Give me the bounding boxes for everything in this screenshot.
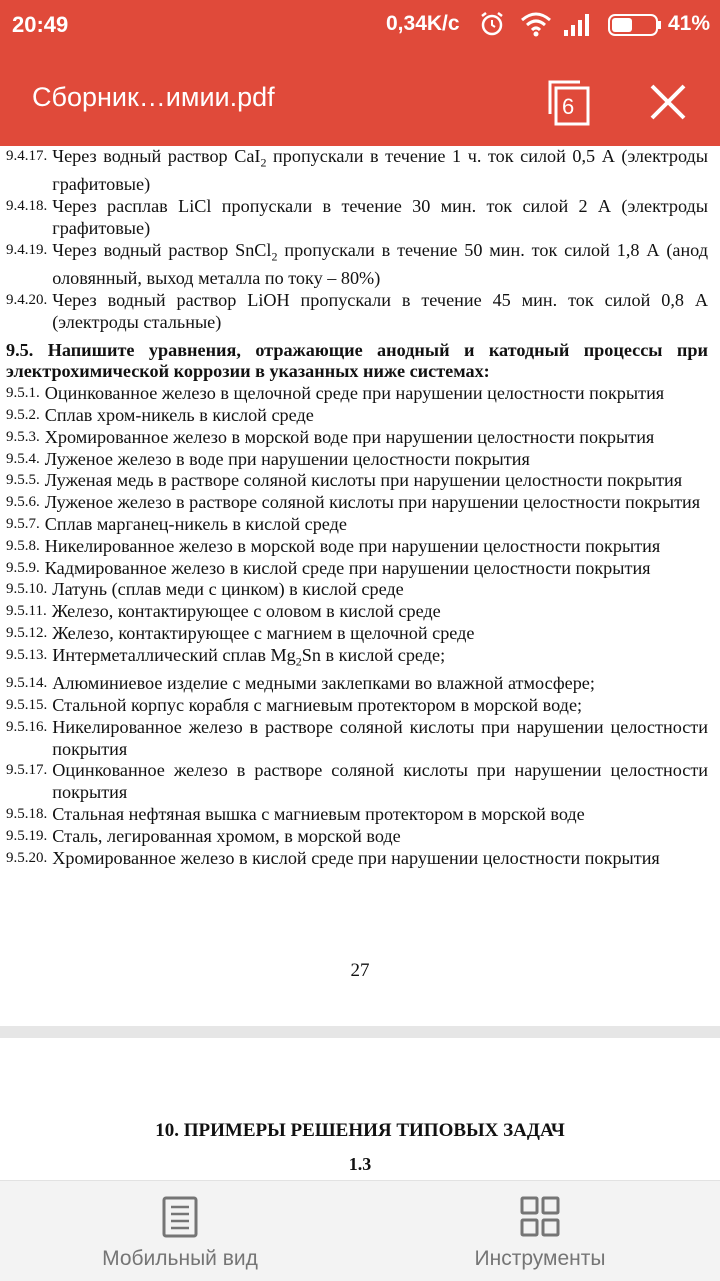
next-page-heading: 10. ПРИМЕРЫ РЕШЕНИЯ ТИПОВЫХ ЗАДАЧ xyxy=(155,1120,565,1141)
entry-text-main: Кадмированное железо в кислой среде при нарушении целостности покрытия xyxy=(44,557,651,578)
entry-text xyxy=(52,673,708,695)
entry-text xyxy=(52,645,708,673)
entry-number: 9.5.20. xyxy=(6,849,48,866)
page-number: 27 xyxy=(350,960,370,981)
document-entry xyxy=(6,601,708,623)
entry-text xyxy=(45,536,708,558)
entry-text-rest: пропускали в течение 50 мин. ток силой 1,8 А (анод оловянный, выход металла по току – 80%) xyxy=(52,239,709,289)
entry-text-main: Через расплав LiCl пропускали в течение 30 мин. ток силой 2 А (электроды графитовые) xyxy=(52,196,708,239)
entry-number: 9.4.19. xyxy=(6,241,48,258)
entry-subscript: 2 xyxy=(295,654,302,669)
battery-icon xyxy=(608,14,662,41)
app-toolbar xyxy=(0,50,720,146)
status-bar xyxy=(0,0,720,50)
entry-text-main: Хромированное железо в морской воде при нарушении целостности покрытия xyxy=(44,426,655,447)
entry-text-main: Луженое железо в воде при нарушении целостности покрытия xyxy=(44,448,530,469)
entry-text xyxy=(45,492,708,514)
entry-text xyxy=(45,470,708,492)
wifi-icon xyxy=(520,10,552,43)
status-time: 20:49 xyxy=(12,12,69,37)
entry-text xyxy=(52,601,708,623)
entry-text-main: Стальной корпус корабля с магниевым протектором в морской воде; xyxy=(52,695,583,716)
entry-text xyxy=(52,196,708,240)
document-entry xyxy=(6,623,708,645)
entry-text-main: Хромированное железо в кислой среде при нарушении целостности покрытия xyxy=(52,847,660,868)
entry-text xyxy=(52,804,708,826)
entry-number: 9.5.10. xyxy=(6,581,48,598)
document-entry xyxy=(6,673,708,695)
section-title: 9.5. Напишите уравнения, отражающие анодный и катодный процессы при электрохимической коррозии в указанных ниже системах: xyxy=(6,339,708,382)
document-entry xyxy=(6,695,708,717)
battery-percent: 41% xyxy=(668,12,711,35)
mobile-view-button[interactable] xyxy=(0,1181,360,1281)
entry-text xyxy=(52,290,708,334)
document-title: Сборник…имии.pdf xyxy=(32,82,275,112)
entry-number: 9.5.1. xyxy=(6,385,40,402)
entry-number: 9.4.20. xyxy=(6,292,48,309)
entry-number: 9.5.2. xyxy=(6,407,40,424)
mobile-view-icon xyxy=(160,1195,200,1239)
entry-number: 9.5.7. xyxy=(6,516,40,533)
document-entry xyxy=(6,427,708,449)
close-button[interactable] xyxy=(640,74,696,130)
alarm-icon xyxy=(478,10,506,43)
status-net-speed: 0,34K/c xyxy=(386,12,460,35)
entry-text xyxy=(45,427,708,449)
entry-text xyxy=(45,558,708,580)
entry-text xyxy=(52,695,708,717)
document-entry xyxy=(6,383,708,405)
document-entry xyxy=(6,240,708,290)
entry-text-main: Луженое железо в растворе соляной кислоты при нарушении целостности покрытия xyxy=(44,492,701,513)
entry-text-main: Железо, контактирующее с оловом в кислой среде xyxy=(51,601,441,622)
signal-icon xyxy=(562,10,594,43)
entry-text xyxy=(52,760,708,804)
entry-number: 9.5.11. xyxy=(6,603,47,620)
document-entry xyxy=(6,470,708,492)
entry-text-main: Латунь (сплав меди с цинком) в кислой среде xyxy=(52,579,404,600)
document-entry xyxy=(6,146,708,196)
document-entry xyxy=(6,536,708,558)
entry-number: 9.5.9. xyxy=(6,559,40,576)
entry-number: 9.5.12. xyxy=(6,625,48,642)
document-entry xyxy=(6,645,708,673)
document-entry xyxy=(6,558,708,580)
entry-text xyxy=(52,579,708,601)
document-entry xyxy=(6,760,708,804)
document-entry xyxy=(6,717,708,761)
entry-text xyxy=(52,623,708,645)
document-entry xyxy=(6,579,708,601)
document-entry xyxy=(6,848,708,870)
pdf-viewer[interactable] xyxy=(0,146,720,1180)
entry-text xyxy=(52,240,708,290)
entry-number: 9.5.16. xyxy=(6,718,48,735)
entry-text-main: Сплав марганец-никель в кислой среде xyxy=(44,514,347,535)
entry-text xyxy=(52,848,708,870)
entry-text xyxy=(45,383,708,405)
entry-text xyxy=(45,514,708,536)
document-entry xyxy=(6,492,708,514)
document-entry xyxy=(6,514,708,536)
entry-number: 9.5.3. xyxy=(6,428,40,445)
close-icon xyxy=(640,74,696,130)
entry-text xyxy=(45,449,708,471)
mobile-view-label: Мобильный вид xyxy=(102,1247,258,1270)
entry-text-main: Алюминиевое изделие с медными заклепками во влажной атмосфере; xyxy=(52,673,595,694)
entry-text-main: Через водный раствор SnCl xyxy=(52,239,272,260)
pdf-page xyxy=(6,146,708,869)
entry-text-main: Оцинкованное железо в щелочной среде при нарушении целостности покрытия xyxy=(44,383,665,404)
entry-text xyxy=(52,146,708,196)
entry-text-main: Железо, контактирующее с магнием в щелочной среде xyxy=(52,623,475,644)
entry-number: 9.5.8. xyxy=(6,537,40,554)
entry-number: 9.5.4. xyxy=(6,450,40,467)
next-page-subheading: 1.3 xyxy=(348,1154,372,1174)
pages-count: 6 xyxy=(562,94,575,119)
entry-text-main: Интерметаллический сплав Mg xyxy=(52,644,296,665)
entry-text-main: Сплав хром-никель в кислой среде xyxy=(44,405,314,426)
entry-text-rest: пропускали в течение 1 ч. ток силой 0,5 А (электроды графитовые) xyxy=(52,146,708,195)
document-entry xyxy=(6,804,708,826)
entry-text-main: Через водный раствор LiOH пропускали в течение 45 мин. ток силой 0,8 А (электроды стальные) xyxy=(52,290,708,332)
pages-button[interactable] xyxy=(540,74,596,130)
entry-number: 9.4.18. xyxy=(6,198,48,215)
document-entry xyxy=(6,826,708,848)
entry-text xyxy=(45,405,708,427)
entry-number: 9.5.5. xyxy=(6,472,40,489)
entry-text-rest: Sn в кислой среде; xyxy=(301,644,446,665)
entry-text-main: Сталь, легированная хромом, в морской воде xyxy=(52,825,401,846)
entry-text-main: Луженая медь в растворе соляной кислоты при нарушении целостности покрытия xyxy=(44,470,683,491)
entry-text-main: Стальная нефтяная вышка с магниевым протектором в морской воде xyxy=(52,804,585,825)
page-separator xyxy=(0,1026,720,1038)
entry-number: 9.5.18. xyxy=(6,806,48,823)
document-entry xyxy=(6,290,708,334)
entry-text-main: Никелированное железо в морской воде при нарушении целостности покрытия xyxy=(44,535,661,556)
tools-grid-icon xyxy=(520,1195,560,1239)
entry-number: 9.5.19. xyxy=(6,827,48,844)
entry-text-main: Через водный раствор CaI xyxy=(52,146,261,166)
entry-number: 9.5.6. xyxy=(6,494,40,511)
document-entry xyxy=(6,405,708,427)
entry-subscript: 2 xyxy=(271,249,278,264)
entry-number: 9.4.17. xyxy=(6,148,48,164)
document-entry xyxy=(6,196,708,240)
tools-button[interactable] xyxy=(360,1181,720,1281)
bottom-bar xyxy=(0,1180,720,1281)
entry-text xyxy=(52,826,708,848)
entry-number: 9.5.15. xyxy=(6,697,48,714)
entry-text-main: Оцинкованное железо в растворе соляной кислоты при нарушении целостности покрытия xyxy=(52,760,708,803)
entry-text xyxy=(52,717,708,761)
tools-label: Инструменты xyxy=(474,1247,606,1270)
document-entry xyxy=(6,449,708,471)
entry-number: 9.5.14. xyxy=(6,675,48,692)
entry-number: 9.5.17. xyxy=(6,762,48,779)
entry-number: 9.5.13. xyxy=(6,646,48,663)
entry-text-main: Никелированное железо в растворе соляной кислоты при нарушении целостности покрытия xyxy=(52,716,708,759)
entry-subscript: 2 xyxy=(260,155,267,170)
